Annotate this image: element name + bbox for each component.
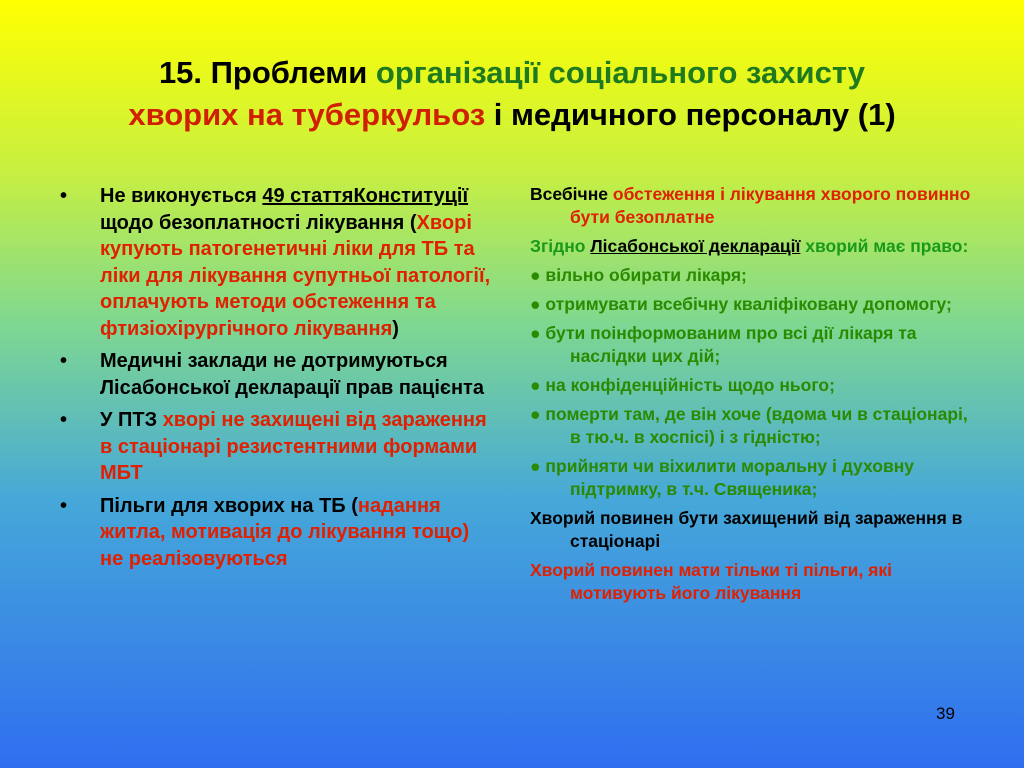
right-para-red-end: Хворий повинен мати тільки ті пільги, які мотивують його лікування [530, 560, 892, 603]
bullet-1-text: Не виконується [100, 185, 263, 207]
bullet-dot-icon: • [60, 185, 68, 207]
right-p1-red: обстеження і лікування хворого повинно бути безоплатне [570, 184, 971, 227]
constitution-link[interactable]: 49 статтяКонституції [262, 185, 469, 207]
right-para-black-end: Хворий повинен бути захищений від зараження в стаціонарі [530, 508, 963, 551]
bullet-1-red: Хворі купують патогенетичні ліки для ТБ та ліки для лікування супутньої патології, оплачують методи обстеження та фтизіохірургічного лікування [100, 211, 491, 340]
bullet-dot-icon: • [60, 409, 68, 431]
right-p2-green1: Згідно [530, 236, 591, 256]
right-right-5: ● померти там, де він хоче (вдома чи в стаціонарі, в тю.ч. в хоспісі) і з гідністю; [530, 404, 968, 447]
right-right-6: ● прийняти чи віхилити моральну і духовну підтримку, в т.ч. Священика; [530, 456, 915, 499]
bullet-2-text: Медичні заклади не дотримуються Лісабонської декларації прав пацієнта [100, 350, 484, 399]
right-right-3: ● бути поінформованим про всі дії лікаря та наслідки цих дій; [530, 323, 917, 366]
right-p1-black: Всебічне [530, 184, 613, 204]
right-column [530, 183, 980, 611]
bullet-1-end: ) [392, 317, 399, 340]
left-bullet-3 [56, 407, 496, 487]
left-column [56, 183, 496, 578]
bullet-3-red: хворі не захищені від зараження в стаціонарі резистентними формами МБТ [100, 409, 487, 484]
right-right-4: ● на конфіденційність щодо нього; [530, 375, 835, 395]
left-bullet-1 [56, 183, 496, 342]
slide-title [40, 52, 984, 136]
bullet-3-text: У ПТЗ [100, 409, 163, 431]
title-part-3: хворих на туберкульоз [128, 97, 486, 132]
title-part-1: 15. Проблеми [158, 55, 376, 90]
bullet-dot-icon: • [60, 350, 68, 372]
left-bullet-4 [56, 493, 496, 573]
bullet-4-red: надання житла, мотивація до лікування тощо) не реалізовуються [100, 494, 470, 570]
bullet-1-text-after: щодо безоплатності лікування ( [100, 211, 417, 234]
title-part-4: і медичного персоналу (1) [485, 97, 896, 132]
right-para-1 [530, 183, 980, 229]
right-right-2: ● отримувати всебічну кваліфіковану допомогу; [530, 294, 952, 314]
right-p2-green2: хворий має право: [800, 236, 969, 256]
bullet-dot-icon: • [60, 494, 68, 517]
page-number: 39 [936, 704, 955, 723]
bullet-4-text: Пільги для хворих на ТБ ( [100, 494, 358, 517]
title-part-2: організації соціального захисту [375, 55, 866, 90]
lisbon-declaration-link[interactable]: Лісабонської декларації [590, 236, 801, 256]
left-bullet-2 [56, 348, 496, 401]
right-right-1: ● вільно обирати лікаря; [530, 265, 747, 285]
right-para-2 [530, 235, 980, 258]
